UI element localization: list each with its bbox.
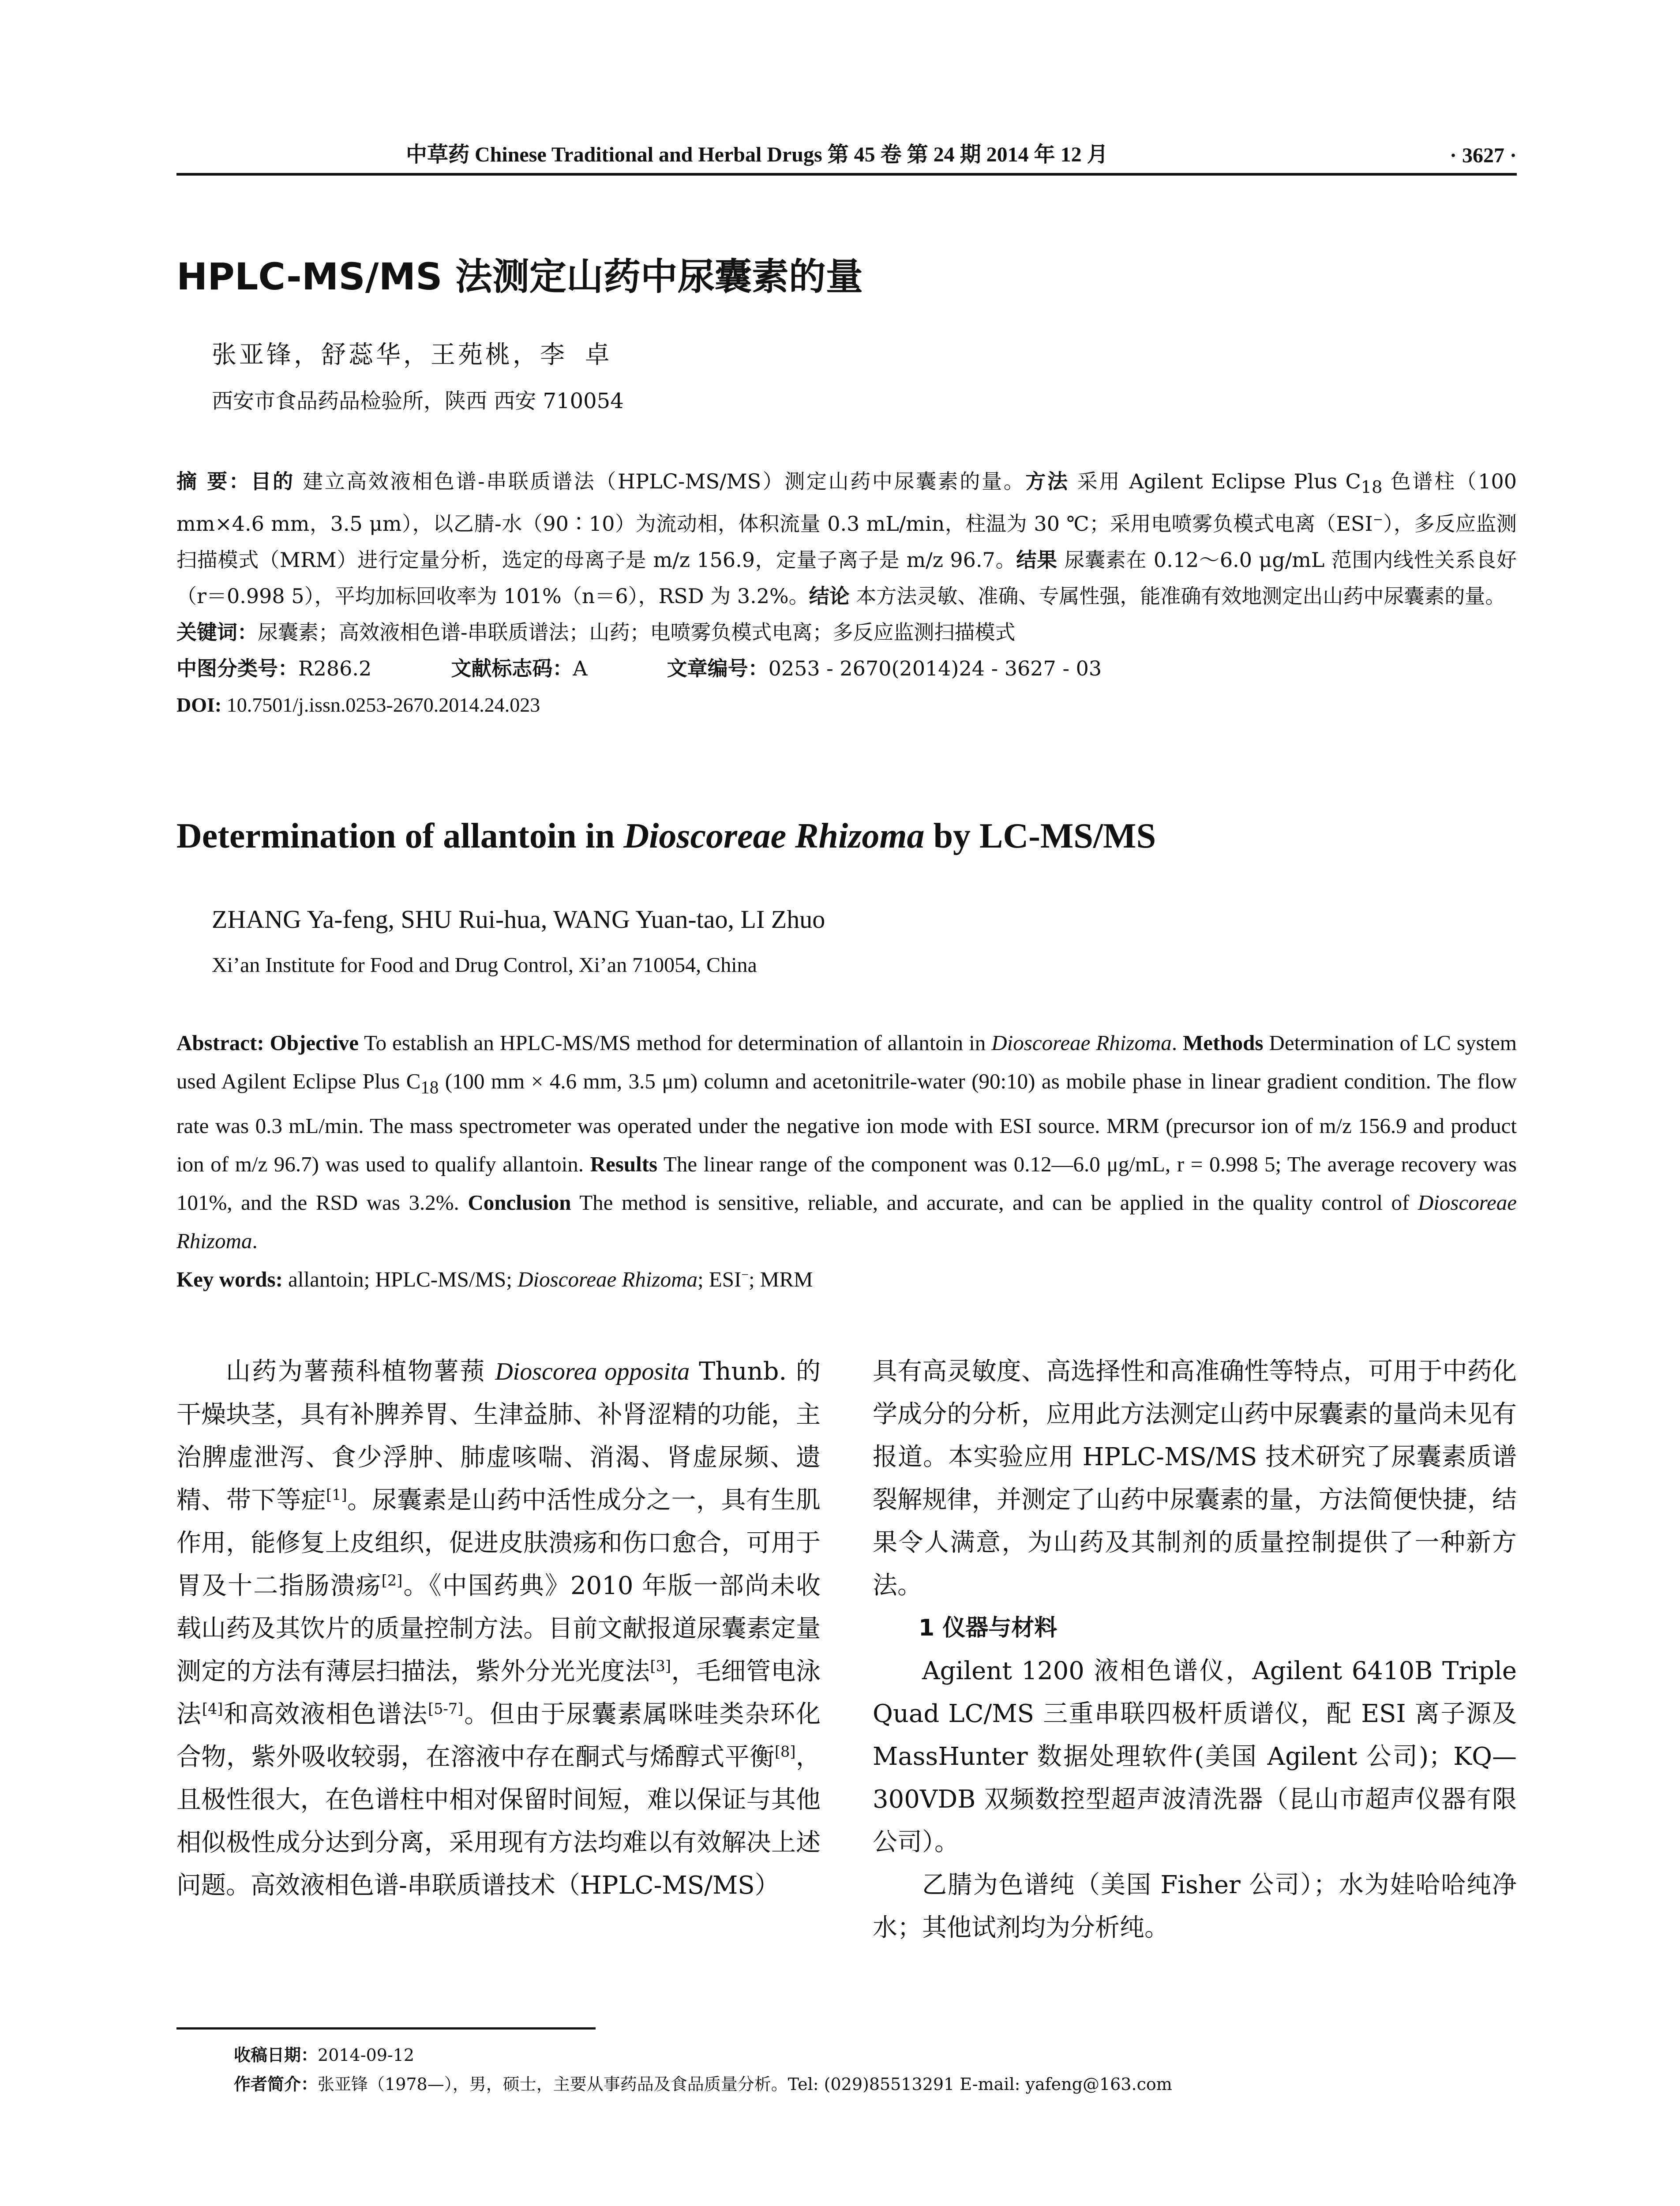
ref-1: [1] [326, 1486, 347, 1504]
intro-a: 山药为薯蓣科植物薯蓣 [226, 1357, 495, 1386]
intro-paragraph [176, 1350, 821, 1907]
intro-continuation: 具有高灵敏度、高选择性和高准确性等特点，可用于中药化学成分的分析，应用此方法测定山药中尿囊素的量尚未见有报道。本实验应用 HPLC-MS/MS 技术研究了尿囊素质谱裂解规律，并测定了山药中尿囊素的量，方法简便快捷，结果令人满意，为山药及其制剂的质量控制提供了一种新方法。 [873, 1357, 1517, 1600]
body-right-column [873, 1350, 1517, 1949]
en-results-label: Results [590, 1152, 658, 1176]
ref-4: [4] [202, 1700, 223, 1718]
en-abstract-label: Abstract: [176, 1031, 264, 1055]
body-left-column [176, 1350, 821, 1907]
keywords-label: 关键词： [176, 620, 258, 645]
reagents-paragraph: 乙腈为色谱纯（美国 Fisher 公司）；水为娃哈哈纯净水；其他试剂均为分析纯。 [873, 1871, 1517, 1942]
en-keywords-1: allantoin; HPLC-MS/MS; [282, 1267, 518, 1291]
received-value: 2014-09-12 [318, 2045, 415, 2065]
english-title [176, 816, 1156, 856]
doi-label: DOI: [176, 694, 222, 717]
en-methods-2: (100 mm × 4.6 mm, 3.5 μm) column and acetonitrile-water (90:10) as mobile phase in linear gradient condition. The flow rate was 0.3 mL/min. The mass spectrometer was operated under the negative ion mode with ESI source. MRM (precursor ion of m/z 156.9 and product ion of m/z 96.7) was used to qualify allantoin. [176, 1069, 1517, 1176]
en-objective-1: To establish an HPLC-MS/MS method for determination of allantoin in [359, 1031, 992, 1055]
author-bio [234, 2070, 1172, 2099]
english-abstract-block [176, 1024, 1517, 1298]
en-results: The linear range of the component was 0.12—6.0 μg/mL, r = 0.998 5; The average recovery was 101%, and the RSD was 3.2%. [176, 1152, 1517, 1215]
ref-2: [2] [381, 1572, 403, 1589]
objective-label: 目的 [251, 469, 295, 493]
en-conclusion-1: The method is sensitive, reliable, and accurate, and can be applied in the quality control of [571, 1190, 1418, 1215]
doccode-value: A [573, 657, 588, 681]
intro-e: ，毛细管电泳法 [176, 1657, 821, 1729]
en-conclusion-2: . [252, 1228, 258, 1253]
chinese-authors: 张亚锋，舒蕊华，王苑桃，李 卓 [212, 341, 612, 369]
methods-superscript: − [1372, 512, 1383, 527]
english-title-1: Determination of allantoin in [176, 817, 624, 855]
author-bio-value: 张亚锋（1978—），男，硕士，主要从事药品及食品质量分析。Tel: (029)85513291 E-mail: yafeng@163.com [318, 2075, 1172, 2094]
chinese-affiliation: 西安市食品药品检验所，陕西 西安 710054 [212, 389, 624, 413]
doi-value: 10.7501/j.issn.0253-2670.2014.24.023 [221, 694, 540, 717]
chinese-abstract [176, 463, 1517, 614]
intro-h: ，且极性很大，在色谱柱中相对保留时间短，难以保证与其他相似极性成分达到分离，采用现有方法均难以有效解决上述问题。高效液相色谱-串联质谱技术（HPLC-MS/MS） [176, 1743, 821, 1900]
english-keywords [176, 1260, 1517, 1298]
en-objective-italic: Dioscoreae Rhizoma [991, 1031, 1172, 1055]
intro-d: 。《中国药典》2010 年版一部尚未收载山药及其饮片的质量控制方法。目前文献报道尿囊素定量测定的方法有薄层扫描法，紫外分光光度法 [176, 1572, 821, 1686]
intro-f: 和高效液相色谱法 [223, 1700, 428, 1729]
clc-label: 中图分类号： [176, 657, 298, 681]
conclusion-text: 本方法灵敏、准确、专属性强，能准确有效地测定出山药中尿囊素的量。 [849, 584, 1506, 608]
ref-3: [3] [650, 1657, 671, 1675]
clc-cell [176, 650, 371, 687]
intro-c: 。尿囊素是山药中活性成分之一，具有生肌作用，能修复上皮组织，促进皮肤溃疡和伤口愈合，可用于胃及十二指肠溃疡 [176, 1486, 821, 1600]
en-keywords-3: ; MRM [748, 1267, 813, 1291]
classification-row [176, 650, 1517, 687]
english-title-2: by LC-MS/MS [924, 817, 1156, 855]
methods-text-3: ），多反应监测扫描模式（MRM）进行定量分析，选定的母离子是 m/z 156.9，定量子离子是 m/z 96.7。 [176, 512, 1517, 572]
english-title-italic: Dioscoreae Rhizoma [623, 817, 925, 855]
clc-value: R286.2 [298, 657, 372, 681]
en-objective-label: Objective [264, 1031, 359, 1055]
author-bio-label: 作者简介： [234, 2075, 318, 2094]
en-keywords-italic: Dioscoreae Rhizoma [518, 1267, 698, 1291]
chinese-title: HPLC-MS/MS 法测定山药中尿囊素的量 [176, 255, 863, 298]
ref-8: [8] [774, 1743, 796, 1760]
section-heading-1: 1 仪器与材料 [919, 1615, 1058, 1641]
en-objective-2: . [1171, 1031, 1183, 1055]
abstract-label: 摘 要： [176, 469, 251, 493]
intro-g: 。但由于尿囊素属咪哇类杂环化合物，紫外吸收较弱，在溶液中存在酮式与烯醇式平衡 [176, 1700, 821, 1771]
doccode-label: 文献标志码： [451, 657, 573, 681]
en-methods-1: Determination of LC system used Agilent Eclipse Plus C [176, 1031, 1517, 1093]
en-methods-subscript: 18 [420, 1077, 439, 1097]
doccode-cell [451, 650, 587, 687]
ref-5-7: [5-7] [428, 1700, 464, 1718]
conclusion-label: 结论 [809, 584, 850, 608]
keywords-text: 尿囊素；高效液相色谱-串联质谱法；山药；电喷雾负模式电离；多反应监测扫描模式 [258, 620, 1016, 645]
article-value: 0253 - 2670(2014)24 - 3627 - 03 [768, 657, 1102, 681]
en-keywords-superscript: − [741, 1268, 749, 1282]
footnote-divider [176, 2027, 596, 2030]
journal-info: 中草药 Chinese Traditional and Herbal Drugs 第 45 卷 第 24 期 2014 年 12 月 [406, 143, 1108, 166]
article-cell [667, 650, 1102, 687]
methods-label: 方法 [1025, 469, 1069, 493]
objective-text: 建立高效液相色谱-串联质谱法（HPLC-MS/MS）测定山药中尿囊素的量。 [294, 469, 1026, 493]
english-affiliation: Xi’an Institute for Food and Drug Control, Xi’an 710054, China [212, 953, 757, 977]
chinese-keywords [176, 614, 1517, 650]
english-authors: ZHANG Ya-feng, SHU Rui-hua, WANG Yuan-tao, LI Zhuo [212, 905, 825, 934]
en-conclusion-label: Conclusion [468, 1190, 571, 1215]
instruments-paragraph: Agilent 1200 液相色谱仪，Agilent 6410B Triple Quad LC/MS 三重串联四极杆质谱仪，配 ESI 离子源及 MassHunter 数据处理软件(美国 Agilent 公司)；KQ—300VDB 双频数控型超声波清洗器（昆山市超声仪器有限公司）。 [873, 1657, 1517, 1857]
results-label: 结果 [1016, 548, 1058, 572]
methods-text-1: 采用 Agilent Eclipse Plus C [1069, 469, 1361, 493]
en-keywords-2: ; ESI [697, 1267, 742, 1291]
received-date [234, 2041, 1172, 2070]
en-conclusion-italic: Dioscoreae Rhizoma [176, 1190, 1517, 1253]
chinese-abstract-block [176, 463, 1517, 723]
methods-subscript: 18 [1361, 477, 1383, 498]
intro-b: Thunb. 的干燥块茎，具有补脾养胃、生津益肺、补肾涩精的功能，主治脾虚泄泻、食少浮肿、肺虚咳喘、消渴、肾虚尿频、遗精、带下等症 [176, 1357, 821, 1515]
methods-text-2: 色谱柱（100 mm×4.6 mm，3.5 μm），以乙腈-水（90∶10）为流动相，体积流量 0.3 mL/min，柱温为 30 ℃；采用电喷雾负模式电离（ESI [176, 469, 1517, 536]
en-methods-label: Methods [1183, 1031, 1264, 1055]
results-text: 尿囊素在 0.12～6.0 μg/mL 范围内线性关系良好（r＝0.998 5），平均加标回收率为 101%（n＝6），RSD 为 3.2%。 [176, 548, 1517, 608]
english-abstract [176, 1024, 1517, 1260]
intro-species: Dioscorea opposita [495, 1358, 690, 1385]
footnotes [234, 2041, 1172, 2099]
doi-row [176, 687, 1517, 723]
article-label: 文章编号： [667, 657, 769, 681]
received-label: 收稿日期： [234, 2045, 318, 2065]
running-header [176, 132, 1517, 176]
page-number: · 3627 · [1449, 144, 1517, 167]
en-keywords-label: Key words: [176, 1267, 283, 1291]
